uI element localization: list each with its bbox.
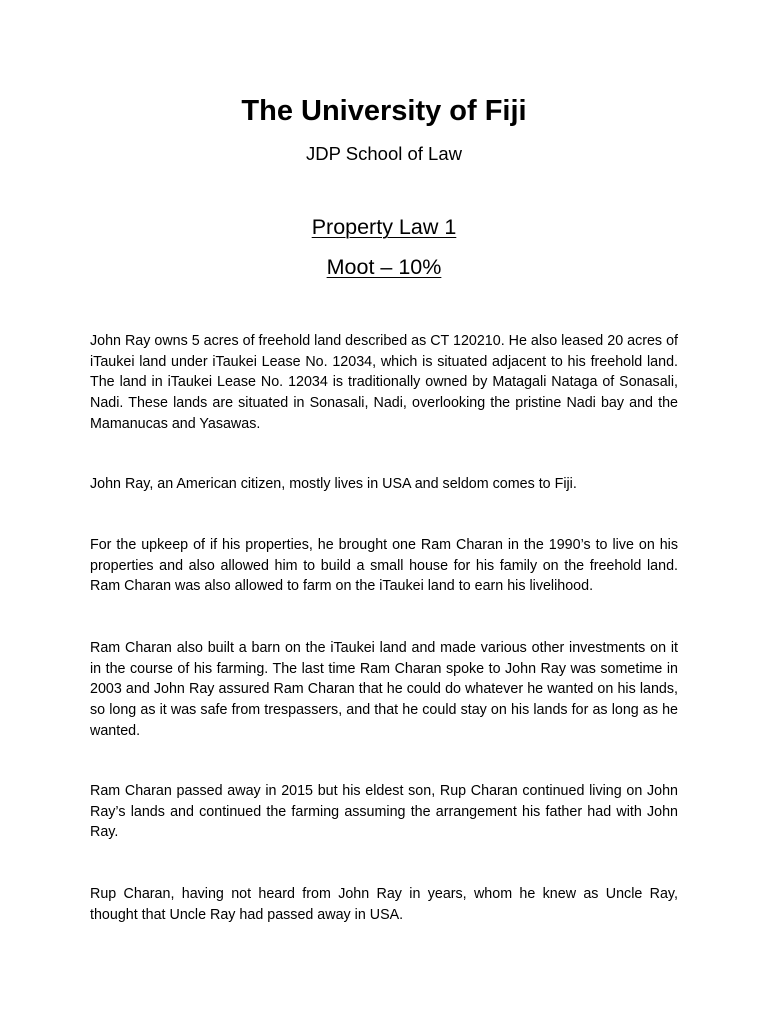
course-title-text: Property Law 1 <box>311 215 457 239</box>
course-title <box>0 213 768 241</box>
assessment-weight <box>0 253 768 281</box>
paragraph-barn-and-assurance: Ram Charan also built a barn on the iTaukei land and made various other investments on it in the course of his farming. The last time Ram Charan spoke to John Ray was sometime in 2003 and John Ray assured Ram Charan that he could do whatever he wanted on his lands, so long as it was safe from trespassers, and that he could stay on his lands for as long as he wanted. <box>90 640 678 739</box>
paragraph-uncle-ray: Rup Charan, having not heard from John Ray in years, whom he knew as Uncle Ray, thought that Uncle Ray had passed away in USA. <box>90 886 678 923</box>
school-name: JDP School of Law <box>306 143 462 164</box>
paragraph-land-description: John Ray owns 5 acres of freehold land described as CT 120210. He also leased 20 acres of iTaukei land under iTaukei Lease No. 12034, which is situated adjacent to his freehold land. The land in iTaukei Lease No. 12034 is traditionally owned by Matagali Nataga of Sonasali, Nadi. These lands are situated in Sonasali, Nadi, overlooking the pristine Nadi bay and the Mamanucas and Yasawas. <box>90 333 678 432</box>
paragraph-rup-charan-continues: Ram Charan passed away in 2015 but his eldest son, Rup Charan continued living on John Ray’s lands and continued the farming assuming the arrangement his father had with John Ray. <box>90 783 678 841</box>
paragraph-ram-charan-arrival: For the upkeep of if his properties, he brought one Ram Charan in the 1990’s to live on his properties and also allowed him to build a small house for his family on the freehold land. Ram Charan was also allowed to farm on the iTaukei land to earn his livelihood. <box>90 537 678 595</box>
university-title: The University of Fiji <box>241 95 527 127</box>
assessment-weight-text: Moot – 10% <box>326 255 442 279</box>
paragraph-john-ray-residence: John Ray, an American citizen, mostly lives in USA and seldom comes to Fiji. <box>90 476 577 492</box>
